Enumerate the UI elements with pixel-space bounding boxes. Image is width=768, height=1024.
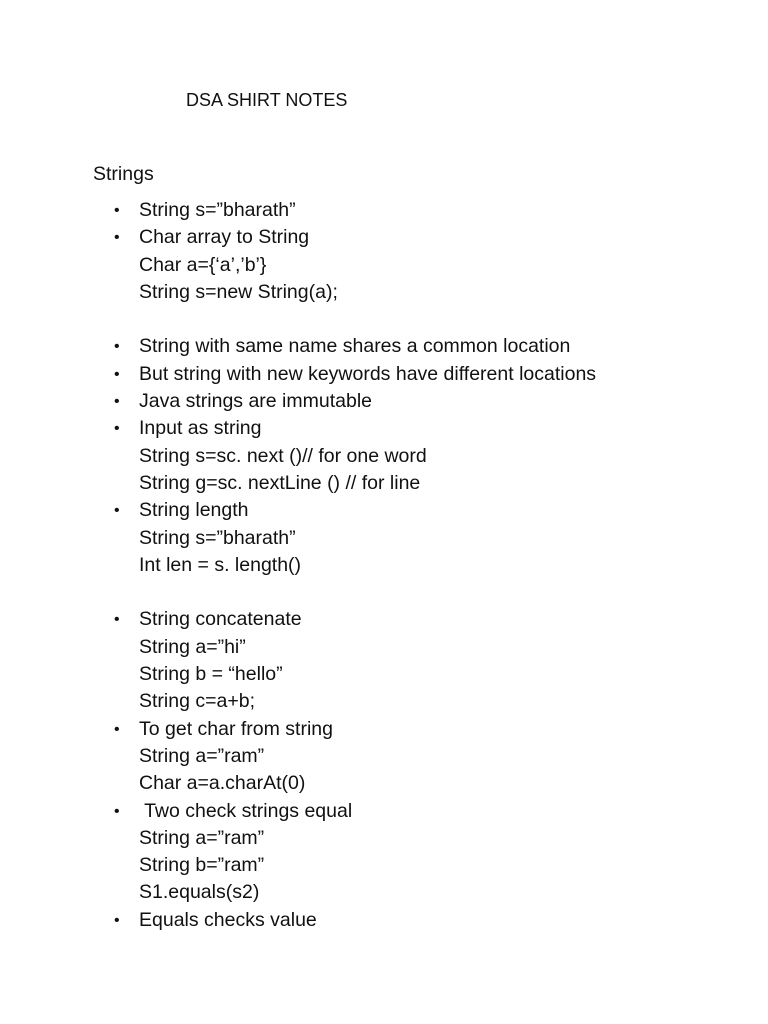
bullet-item: [0, 388, 768, 415]
bullet-dot-icon: •: [114, 338, 120, 356]
line-text: Java strings are immutable: [139, 390, 373, 413]
line-text: Equals checks value: [139, 908, 317, 931]
continuation-line: [0, 470, 768, 497]
continuation-line: [0, 552, 768, 579]
bullet-item: [0, 361, 768, 388]
notes-list: [0, 197, 768, 934]
line-text: String with same name shares a common location: [139, 335, 571, 358]
section-heading: Strings: [93, 163, 154, 185]
line-text: String b = “hello”: [139, 663, 283, 686]
line-text: String g=sc. nextLine () // for line: [139, 471, 421, 494]
line-text: String a=”hi”: [139, 635, 246, 658]
line-text: String concatenate: [139, 608, 302, 631]
bullet-item: [0, 907, 768, 934]
line-text: Char array to String: [139, 226, 310, 249]
bullet-item: [0, 497, 768, 524]
line-text: String s=new String(a);: [139, 280, 338, 303]
line-text: Char a={‘a’,’b’}: [139, 253, 267, 276]
bullet-dot-icon: •: [114, 720, 120, 738]
line-text: To get char from string: [139, 717, 333, 740]
continuation-line: [0, 634, 768, 661]
bullet-dot-icon: •: [114, 802, 120, 820]
continuation-line: [0, 306, 768, 333]
continuation-line: [0, 661, 768, 688]
page-title: DSA SHIRT NOTES: [186, 90, 348, 110]
continuation-line: [0, 852, 768, 879]
bullet-dot-icon: •: [114, 911, 120, 929]
continuation-line: [0, 525, 768, 552]
bullet-item: [0, 606, 768, 633]
line-text: String s=”bharath”: [139, 526, 296, 549]
continuation-line: [0, 443, 768, 470]
bullet-dot-icon: •: [114, 365, 120, 383]
bullet-dot-icon: •: [114, 229, 120, 247]
bullet-item: [0, 197, 768, 224]
continuation-line: [0, 770, 768, 797]
line-text: S1.equals(s2): [139, 881, 260, 904]
continuation-line: [0, 579, 768, 606]
line-text: Char a=a.charAt(0): [139, 772, 306, 795]
line-text: Int len = s. length(): [139, 553, 302, 576]
bullet-dot-icon: •: [114, 420, 120, 438]
line-text: String c=a+b;: [139, 690, 255, 713]
bullet-dot-icon: •: [114, 502, 120, 520]
line-text: Input as string: [139, 417, 262, 440]
bullet-item: [0, 716, 768, 743]
line-text: String a=”ram”: [139, 826, 265, 849]
line-text: String s=”bharath”: [139, 199, 296, 221]
continuation-line: [0, 743, 768, 770]
continuation-line: [0, 879, 768, 906]
continuation-line: [0, 279, 768, 306]
bullet-dot-icon: •: [114, 202, 120, 219]
continuation-line: [0, 688, 768, 715]
bullet-dot-icon: •: [114, 611, 120, 629]
line-text: String b=”ram”: [139, 854, 265, 877]
line-text: String length: [139, 499, 249, 522]
bullet-item: [0, 224, 768, 251]
bullet-dot-icon: •: [114, 393, 120, 411]
bullet-item: [0, 333, 768, 360]
continuation-line: [0, 252, 768, 279]
bullet-item: [0, 798, 768, 825]
line-text: String s=sc. next ()// for one word: [139, 444, 427, 467]
line-text: Two check strings equal: [139, 799, 353, 822]
continuation-line: [0, 825, 768, 852]
line-text: But string with new keywords have different locations: [139, 362, 597, 385]
line-text: String a=”ram”: [139, 744, 265, 767]
bullet-item: [0, 415, 768, 442]
